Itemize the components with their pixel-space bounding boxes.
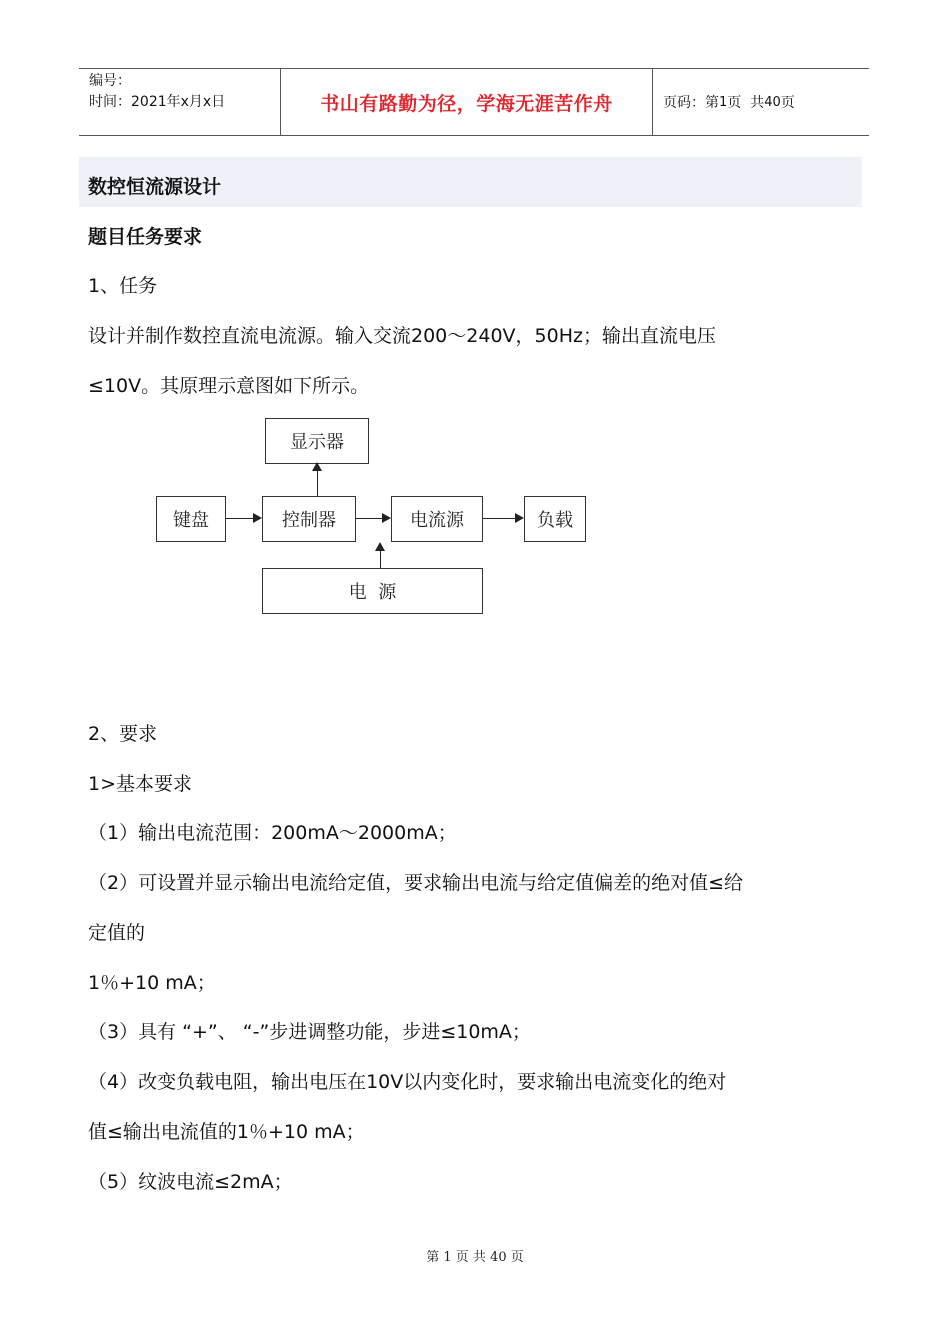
arrow-controller-to-display xyxy=(317,466,318,496)
diagram-box-power xyxy=(262,568,483,614)
display-label: 显示器 xyxy=(290,432,344,453)
page-footer: 第 1 页 共 40 页 xyxy=(426,1250,524,1265)
page-number: 1 xyxy=(719,94,728,110)
page-total: 40 xyxy=(764,94,781,110)
keyboard-label: 键盘 xyxy=(173,510,209,531)
requirement-4-line-1: （4）改变负载电阻，输出电压在10V以内变化时，要求输出电流变化的绝对 xyxy=(88,1071,727,1093)
diagram-box-display xyxy=(265,418,369,464)
arrow-power-to-source xyxy=(380,546,381,568)
power-label: 电 源 xyxy=(348,582,397,603)
serial-label: 编号： xyxy=(89,73,131,89)
header-motto xyxy=(281,69,653,135)
document-title: 数控恒流源设计 xyxy=(88,176,222,198)
diagram-box-keyboard xyxy=(156,496,226,542)
motto-text: 书山有路勤为径，学海无涯苦作舟 xyxy=(320,92,613,115)
header-meta xyxy=(79,69,281,135)
current-source-label: 电流源 xyxy=(410,510,464,531)
basic-requirements-heading: 1>基本要求 xyxy=(88,773,193,795)
block-diagram xyxy=(150,410,600,625)
task-text-line-1: 设计并制作数控直流电流源。输入交流200～240V，50Hz；输出直流电压 xyxy=(88,325,716,347)
diagram-box-controller xyxy=(262,496,356,542)
page-label-suffix: 页 xyxy=(780,95,795,111)
requirements-heading: 2、要求 xyxy=(88,723,158,745)
header-page-info xyxy=(653,69,869,135)
controller-label: 控制器 xyxy=(282,510,336,531)
requirement-4-line-2: 值≤输出电流值的1％+10 mA； xyxy=(88,1121,365,1143)
time-label: 时间：2021年x月x日 xyxy=(89,94,226,110)
page-label-mid: 页 共 xyxy=(727,95,765,111)
arrow-keyboard-to-controller xyxy=(226,518,260,519)
page-header xyxy=(79,68,869,136)
diagram-box-load xyxy=(524,496,586,542)
load-label: 负载 xyxy=(537,510,573,531)
task-text-line-2: ≤10V。其原理示意图如下所示。 xyxy=(88,375,370,397)
page-label-prefix: 页码：第 xyxy=(663,95,719,111)
requirement-1: （1）输出电流范围：200mA～2000mA； xyxy=(88,822,457,844)
arrow-source-to-load xyxy=(483,518,522,519)
requirement-2-line-2: 定值的 xyxy=(88,922,146,944)
requirement-3: （3）具有 “+”、 “-”步进调整功能，步进≤10mA； xyxy=(88,1021,531,1043)
task-heading: 1、任务 xyxy=(88,275,158,297)
requirement-5: （5）纹波电流≤2mA； xyxy=(88,1171,293,1193)
diagram-box-current-source xyxy=(391,496,483,542)
requirement-2-line-3: 1％+10 mA； xyxy=(88,972,216,994)
requirement-2-line-1: （2）可设置并显示输出电流给定值，要求输出电流与给定值偏差的绝对值≤给 xyxy=(88,872,744,894)
arrow-controller-to-source xyxy=(356,518,389,519)
section-heading: 题目任务要求 xyxy=(88,226,203,248)
